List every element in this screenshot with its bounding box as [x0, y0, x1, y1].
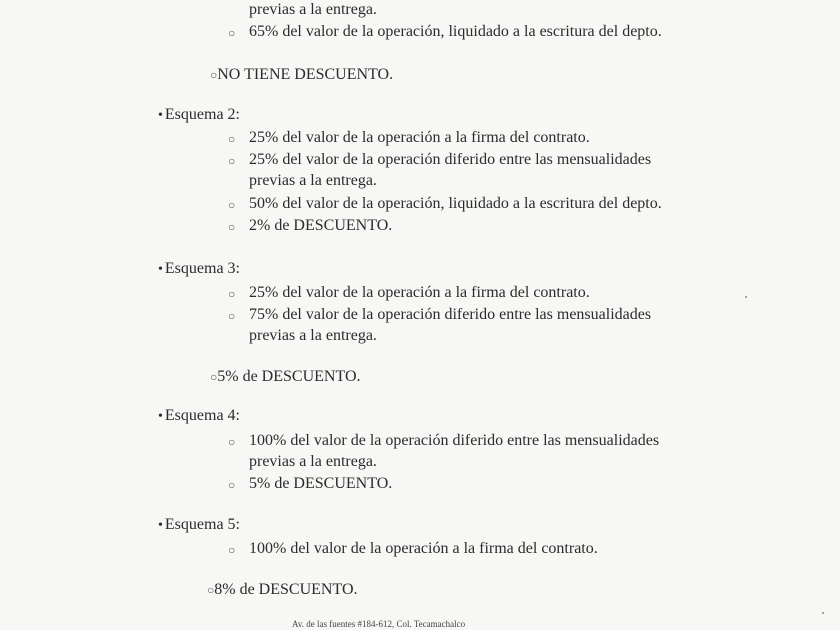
- esquema-4-item-2: 5% de DESCUENTO.: [249, 475, 393, 492]
- sub-bullet-icon: ○: [228, 478, 236, 492]
- bullet-icon: •: [158, 262, 163, 277]
- esquema-5-item-1: 100% del valor de la operación a la firma del contrato.: [249, 540, 598, 557]
- sub-bullet-icon: ○: [228, 154, 236, 168]
- continuation-text: previas a la entrega.: [249, 1, 377, 18]
- sub-bullet-icon: ○: [228, 309, 236, 323]
- esquema-3-item-1: 25% del valor de la operación a la firma del contrato.: [249, 284, 590, 301]
- sub-bullet-icon: ○: [210, 68, 218, 82]
- esquema-3-item-2-cont: previas a la entrega.: [249, 327, 377, 344]
- esquema-5-title: • Esquema 5:: [158, 516, 240, 533]
- esquema-4-title: • Esquema 4:: [158, 407, 240, 424]
- sub-bullet-icon: ○: [228, 26, 236, 40]
- sub-bullet-icon: ○: [228, 435, 236, 449]
- sub-bullet-icon: ○: [207, 583, 215, 597]
- esquema-3-title: • Esquema 3:: [158, 260, 240, 277]
- esquema-5-note: ○8% de DESCUENTO.: [207, 581, 358, 598]
- esquema-4-item-1: 100% del valor de la operación diferido entre las mensualidades: [249, 432, 660, 449]
- sub-bullet-icon: ○: [228, 220, 236, 234]
- bullet-icon: •: [158, 518, 163, 533]
- esquema-2-title: • Esquema 2:: [158, 106, 240, 123]
- scan-speck: [745, 296, 747, 298]
- esquema-2-item-3: 50% del valor de la operación, liquidado a la escritura del depto.: [249, 195, 662, 212]
- sub-bullet-icon: ○: [228, 198, 236, 212]
- esquema-2-item-1: 25% del valor de la operación a la firma del contrato.: [249, 129, 590, 146]
- esquema-2-item-2-cont: previas a la entrega.: [249, 172, 377, 189]
- footer-address: Av. de las fuentes #184-612, Col. Tecamachalco: [292, 619, 466, 629]
- esquema-4-item-1-cont: previas a la entrega.: [249, 453, 377, 470]
- sub-bullet-icon: ○: [228, 132, 236, 146]
- sub-bullet-icon: ○: [228, 287, 236, 301]
- scan-speck: [822, 612, 824, 614]
- bullet-icon: •: [158, 409, 163, 424]
- esquema-2-item-2: 25% del valor de la operación diferido entre las mensualidades: [249, 151, 652, 168]
- esquema-2-item-4: 2% de DESCUENTO.: [249, 217, 393, 234]
- bullet-icon: •: [158, 108, 163, 123]
- esquema-3-item-2: 75% del valor de la operación diferido entre las mensualidades: [249, 306, 652, 323]
- esquema-3-note: ○5% de DESCUENTO.: [210, 368, 361, 385]
- top-note: ○NO TIENE DESCUENTO.: [210, 66, 394, 83]
- sub-bullet-icon: ○: [228, 543, 236, 557]
- top-item: 65% del valor de la operación, liquidado a la escritura del depto.: [249, 23, 662, 40]
- sub-bullet-icon: ○: [210, 370, 218, 384]
